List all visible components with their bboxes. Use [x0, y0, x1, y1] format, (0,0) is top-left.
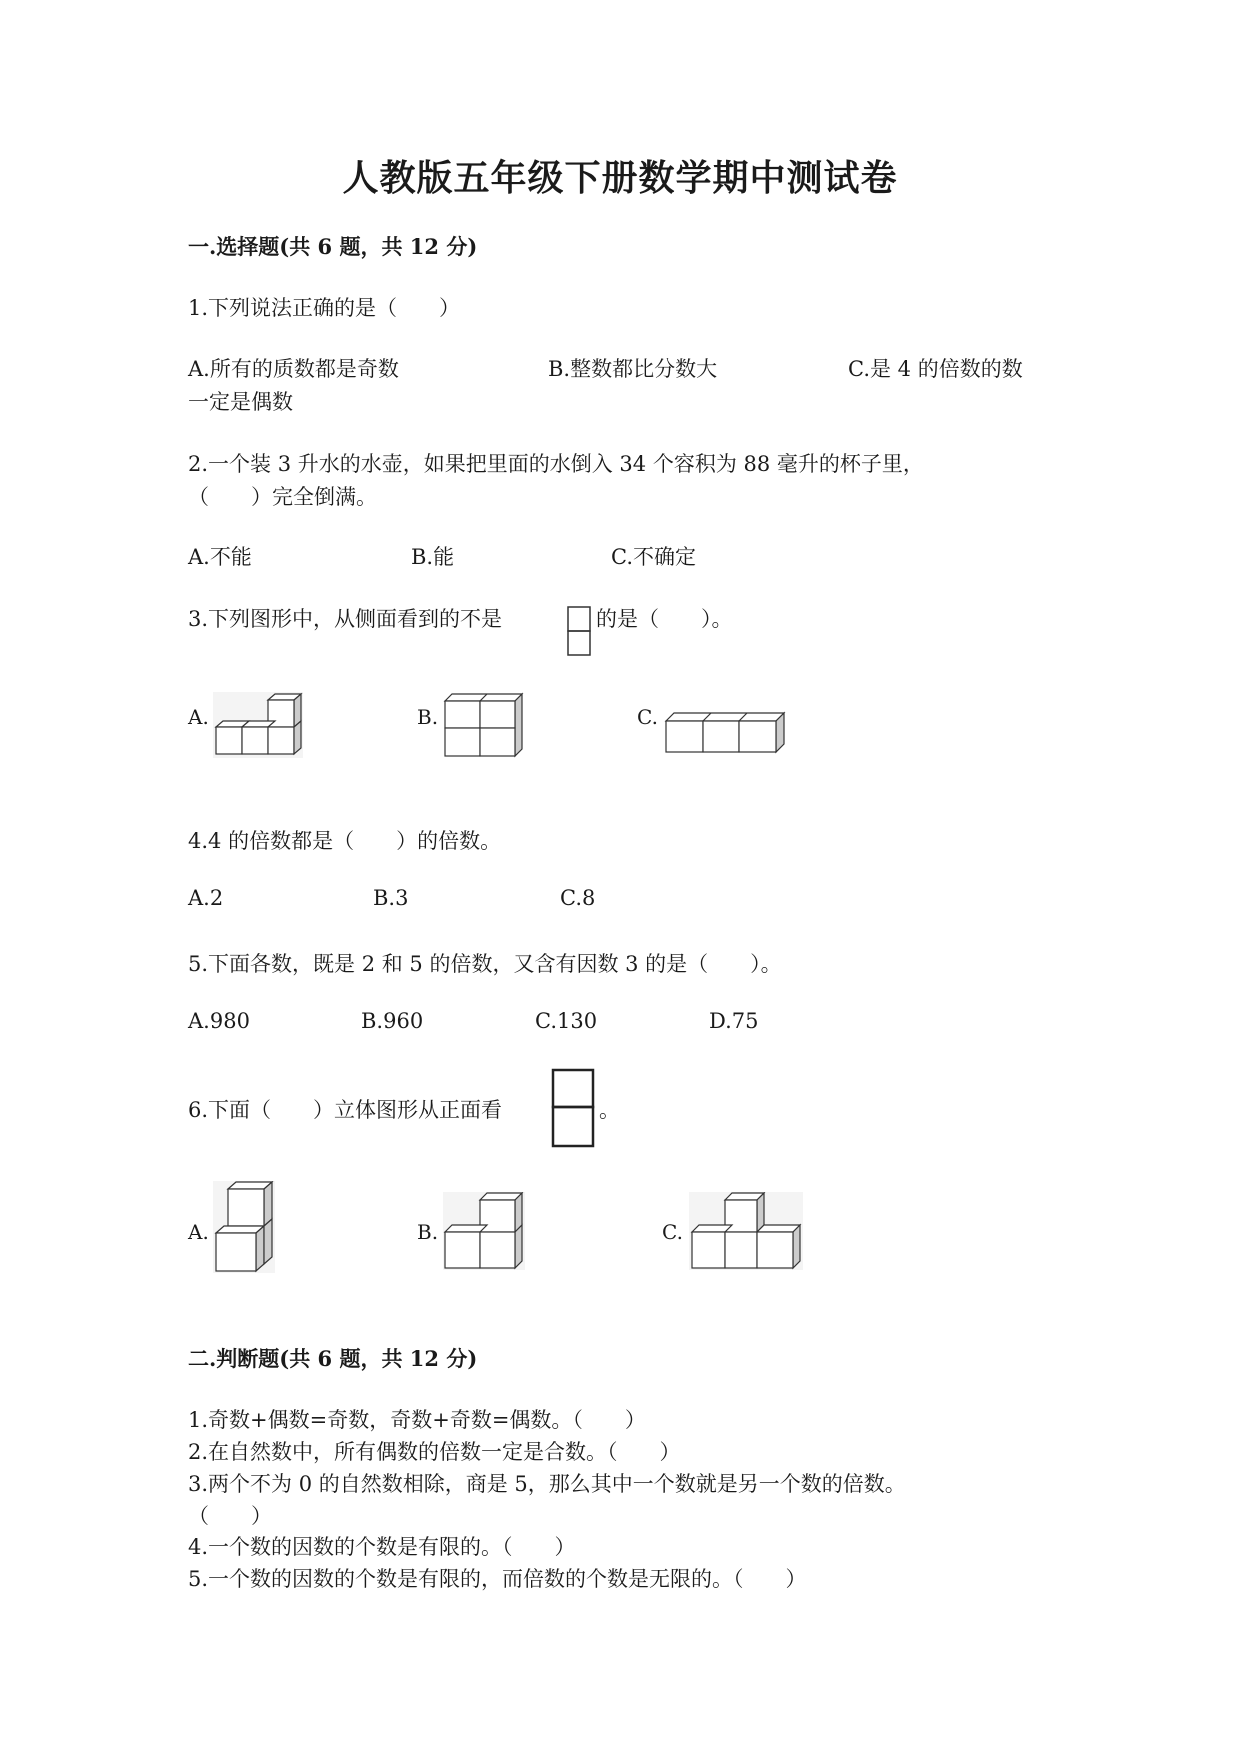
judge-item-2: 2.在自然数中，所有偶数的倍数一定是合数。（ ）: [188, 1440, 681, 1464]
q4-stem: 4.4 的倍数都是（ ）的倍数。: [188, 829, 502, 853]
q3-stem-before: 3.下列图形中，从侧面看到的不是: [188, 607, 503, 631]
q3-stem-after: 的是（ ）。: [596, 607, 733, 631]
q3-option-c-figure: [664, 710, 788, 754]
q6-option-c-figure: [689, 1192, 803, 1270]
q6-stem-after: 。: [599, 1098, 620, 1122]
q6-option-a: A.: [188, 1220, 209, 1244]
q1-stem: 1.下列说法正确的是（ ）: [188, 296, 461, 320]
q1-option-b: B.整数都比分数大: [548, 357, 718, 381]
q3-side-view-figure: [567, 606, 591, 656]
q5-option-a: A.980: [188, 1009, 250, 1033]
q2-option-a: A.不能: [188, 545, 252, 569]
q5-option-d: D.75: [709, 1009, 759, 1033]
section1-heading: 一.选择题(共 6 题，共 12 分): [188, 234, 478, 259]
judge-item-3: 3.两个不为 0 的自然数相除，商是 5，那么其中一个数就是另一个数的倍数。: [188, 1472, 906, 1496]
page-title: 人教版五年级下册数学期中测试卷: [342, 157, 898, 199]
q4-option-b: B.3: [373, 886, 409, 910]
judge-item-3-cont: （ ）: [188, 1504, 272, 1528]
q3-option-b-figure: [443, 692, 525, 758]
q1-option-a: A.所有的质数都是奇数: [188, 357, 399, 381]
q6-option-b: B.: [417, 1220, 439, 1244]
q6-option-a-figure: [213, 1181, 275, 1273]
q3-option-a: A.: [188, 705, 209, 729]
q1-option-c-cont: 一定是偶数: [188, 390, 293, 414]
section2-heading: 二.判断题(共 6 题，共 12 分): [188, 1346, 478, 1371]
q6-stem-before: 6.下面（ ）立体图形从正面看: [188, 1098, 503, 1122]
q6-front-view-figure: [551, 1068, 595, 1148]
q1-option-c: C.是 4 的倍数的数: [848, 357, 1023, 381]
q3-option-c: C.: [637, 705, 658, 729]
judge-item-4: 4.一个数的因数的个数是有限的。（ ）: [188, 1535, 576, 1559]
q2-option-c: C.不确定: [611, 545, 696, 569]
q5-option-b: B.960: [361, 1009, 424, 1033]
q4-option-c: C.8: [560, 886, 596, 910]
q6-option-c: C.: [662, 1220, 683, 1244]
q3-option-a-figure: [213, 692, 303, 758]
judge-item-1: 1.奇数+偶数=奇数，奇数+奇数=偶数。（ ）: [188, 1408, 646, 1432]
q2-option-b: B.能: [411, 545, 455, 569]
q4-option-a: A.2: [188, 886, 224, 910]
q3-option-b: B.: [417, 705, 439, 729]
q5-stem: 5.下面各数，既是 2 和 5 的倍数，又含有因数 3 的是（ ）。: [188, 952, 782, 976]
judge-item-5: 5.一个数的因数的个数是有限的，而倍数的个数是无限的。（ ）: [188, 1567, 807, 1591]
q2-stem-line2: （ ）完全倒满。: [188, 485, 377, 509]
q5-option-c: C.130: [535, 1009, 598, 1033]
q2-stem-line1: 2.一个装 3 升水的水壶，如果把里面的水倒入 34 个容积为 88 毫升的杯子里，: [188, 452, 924, 476]
q6-option-b-figure: [443, 1192, 525, 1270]
